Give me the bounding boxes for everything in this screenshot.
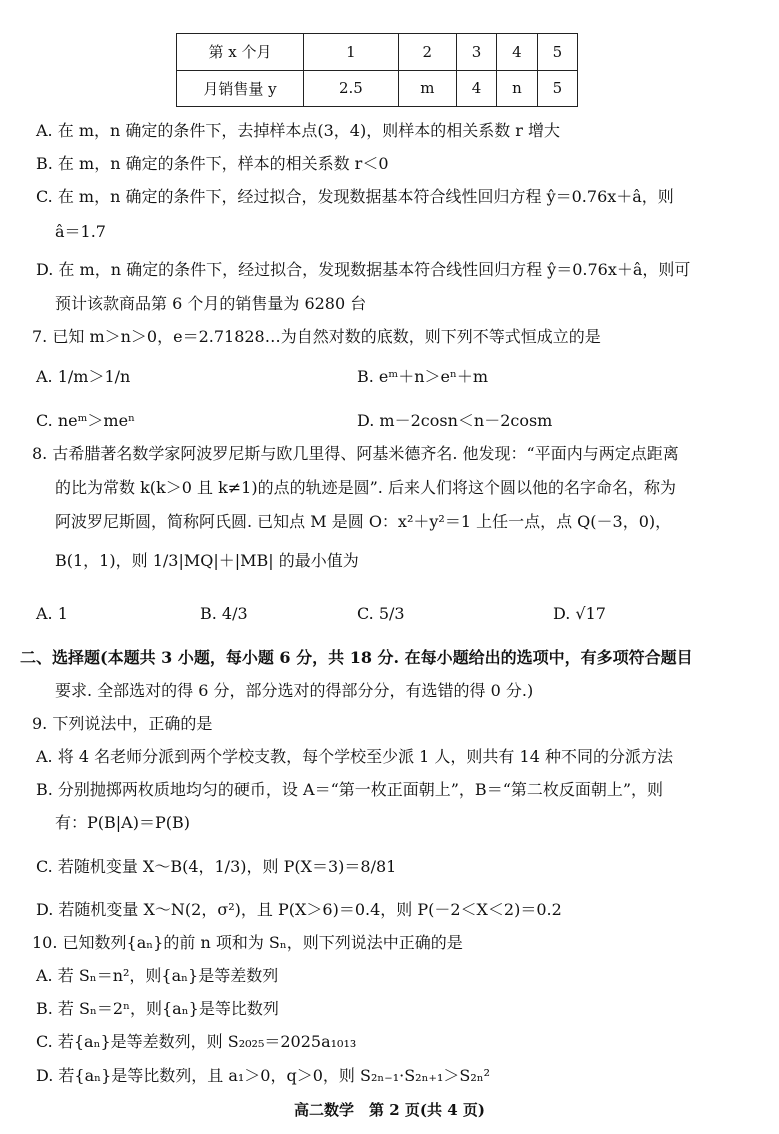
table-cell: n xyxy=(497,70,538,107)
option-text: B. 若 Sₙ＝2ⁿ，则{aₙ}是等比数列 xyxy=(36,999,279,1018)
option-text: C. 5/3 xyxy=(357,604,405,623)
option-text: A. 1/m＞1/n xyxy=(36,367,131,386)
table-cell: m xyxy=(398,70,456,107)
option-text: B. 4/3 xyxy=(200,604,248,623)
option-text: A. 若 Sₙ＝n²，则{aₙ}是等差数列 xyxy=(36,966,279,985)
option-text: D. 若{aₙ}是等比数列，且 a₁＞0，q＞0，则 S₂ₙ₋₁·S₂ₙ₊₁＞S₂ₙ² xyxy=(36,1066,491,1085)
table-cell: 2 xyxy=(398,34,456,71)
sales-table xyxy=(176,33,578,107)
section-heading: 二、选择题(本题共 3 小题，每小题 6 分，共 18 分. 在每小题给出的选项中，有多项符合题目 xyxy=(20,648,693,667)
question-text: 阿波罗尼斯圆，简称阿氏圆. 已知点 M 是圆 O：x²＋y²＝1 上任一点，点 Q(－3，0)， xyxy=(55,512,672,531)
option-text: B. 分别抛掷两枚质地均匀的硬币，设 A＝“第一枚正面朝上”，B＝“第二枚反面朝上”，则 xyxy=(36,780,664,799)
section-heading-cont: 要求. 全部选对的得 6 分，部分选对的得部分分，有选错的得 0 分.) xyxy=(55,681,534,700)
option-text: A. 1 xyxy=(36,604,68,623)
table-cell: 月销售量 y xyxy=(177,70,304,107)
option-text: A. 在 m，n 确定的条件下，去掉样本点(3，4)，则样本的相关系数 r 增大 xyxy=(36,121,561,140)
page-footer: 高二数学 第 2 页(共 4 页) xyxy=(294,1101,485,1119)
table-cell: 4 xyxy=(456,70,496,107)
question-text: 7. 已知 m＞n＞0，e＝2.71828…为自然对数的底数，则下列不等式恒成立的是 xyxy=(32,327,601,346)
option-text: 有：P(B|A)＝P(B) xyxy=(55,813,190,832)
table-cell: 2.5 xyxy=(304,70,399,107)
option-text: 预计该款商品第 6 个月的销售量为 6280 台 xyxy=(55,294,367,313)
table-row xyxy=(177,34,578,71)
option-text: C. 若随机变量 X～B(4，1/3)，则 P(X＝3)＝8/81 xyxy=(36,857,397,876)
option-text: A. 将 4 名老师分派到两个学校支教，每个学校至少派 1 人，则共有 14 种不同的分派方法 xyxy=(36,747,673,766)
option-text: C. 若{aₙ}是等差数列，则 S₂₀₂₅＝2025a₁₀₁₃ xyxy=(36,1032,357,1051)
table-cell: 1 xyxy=(304,34,399,71)
question-text: B(1，1)，则 1/3|MQ|＋|MB| 的最小值为 xyxy=(55,551,359,570)
question-text: 10. 已知数列{aₙ}的前 n 项和为 Sₙ，则下列说法中正确的是 xyxy=(32,933,463,952)
question-text: 8. 古希腊著名数学家阿波罗尼斯与欧几里得、阿基米德齐名. 他发现：“平面内与两定点距离 xyxy=(32,444,679,463)
question-text: 的比为常数 k(k＞0 且 k≠1)的点的轨迹是圆”. 后来人们将这个圆以他的名字命名，称为 xyxy=(55,478,676,497)
table-cell: 第 x 个月 xyxy=(177,34,304,71)
option-text: B. eᵐ＋n＞eⁿ＋m xyxy=(357,367,489,386)
option-text: C. neᵐ＞meⁿ xyxy=(36,411,135,430)
option-text: C. 在 m，n 确定的条件下，经过拟合，发现数据基本符合线性回归方程 ŷ＝0.76x＋â，则 xyxy=(36,187,674,206)
option-text: B. 在 m，n 确定的条件下，样本的相关系数 r＜0 xyxy=(36,154,389,173)
table-row xyxy=(177,70,578,107)
table-cell: 5 xyxy=(537,34,577,71)
option-text: D. √17 xyxy=(553,604,606,623)
question-text: 9. 下列说法中，正确的是 xyxy=(32,714,213,733)
option-text: D. 若随机变量 X～N(2，σ²)，且 P(X＞6)＝0.4，则 P(－2＜X＜2)＝0.2 xyxy=(36,900,562,919)
option-text: â＝1.7 xyxy=(55,222,106,241)
option-text: D. m－2cosn＜n－2cosm xyxy=(357,411,553,430)
option-text: D. 在 m，n 确定的条件下，经过拟合，发现数据基本符合线性回归方程 ŷ＝0.76x＋â，则可 xyxy=(36,260,691,279)
table-cell: 3 xyxy=(456,34,496,71)
table-cell: 5 xyxy=(537,70,577,107)
table-cell: 4 xyxy=(497,34,538,71)
